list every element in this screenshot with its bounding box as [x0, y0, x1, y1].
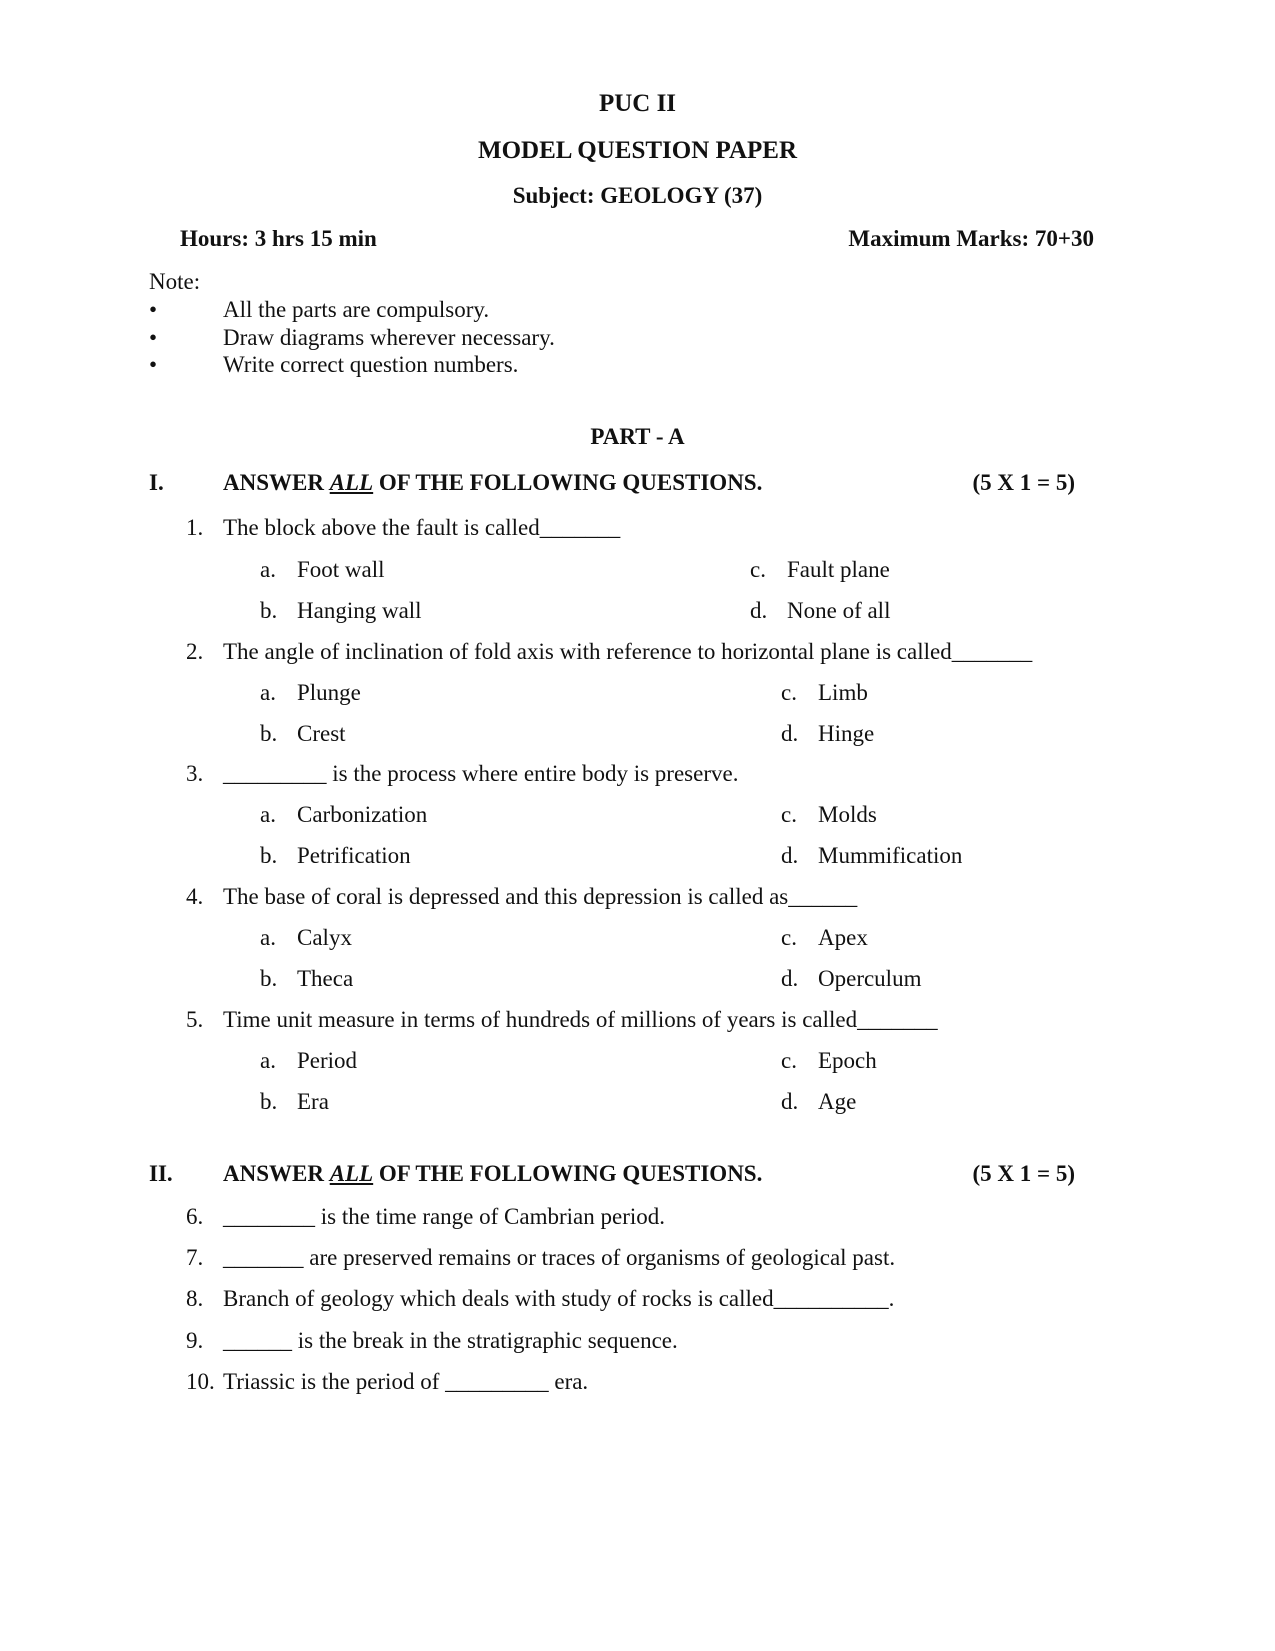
question-number: 3.: [186, 761, 204, 786]
option-text: Plunge: [297, 680, 361, 705]
instruction-emphasis: ALL: [329, 1161, 374, 1186]
question-number: 5.: [186, 1007, 204, 1032]
option-label: d.: [781, 843, 799, 868]
section-2-marks: (5 X 1 = 5): [972, 1161, 1075, 1186]
note-bullet: •: [149, 352, 158, 377]
option-text: Age: [818, 1089, 857, 1114]
question-text: The angle of inclination of fold axis with reference to horizontal plane is called_______: [223, 639, 1033, 664]
option-label: b.: [260, 966, 278, 991]
option-text: Foot wall: [297, 557, 385, 582]
note-bullet: •: [149, 297, 158, 322]
option-label: c.: [781, 925, 797, 950]
note-item: Draw diagrams wherever necessary.: [223, 325, 555, 350]
option-text: None of all: [787, 598, 891, 623]
option-label: c.: [750, 557, 766, 582]
question-number: 6.: [186, 1204, 204, 1229]
question-number: 8.: [186, 1286, 204, 1311]
option-text: Petrification: [297, 843, 411, 868]
instruction-emphasis: ALL: [329, 470, 374, 495]
option-label: c.: [781, 802, 797, 827]
option-text: Hanging wall: [297, 598, 422, 623]
option-text: Fault plane: [787, 557, 890, 582]
question-text: Triassic is the period of _________ era.: [223, 1369, 589, 1394]
option-text: Calyx: [297, 925, 352, 950]
option-label: d.: [781, 966, 799, 991]
question-text: ______ is the break in the stratigraphic sequence.: [223, 1328, 678, 1353]
option-text: Mummification: [818, 843, 963, 868]
option-text: Apex: [818, 925, 868, 950]
subject-line: Subject: GEOLOGY (37): [512, 183, 763, 208]
question-text: Time unit measure in terms of hundreds of millions of years is called_______: [223, 1007, 938, 1032]
option-label: c.: [781, 680, 797, 705]
option-label: a.: [260, 1048, 276, 1073]
instruction-prefix: ANSWER: [223, 1161, 330, 1186]
question-text: ________ is the time range of Cambrian period.: [223, 1204, 666, 1229]
max-marks-label: Maximum Marks: 70+30: [848, 226, 1094, 251]
option-label: d.: [781, 721, 799, 746]
instruction-suffix: OF THE FOLLOWING QUESTIONS.: [373, 470, 763, 495]
question-text: _________ is the process where entire body is preserve.: [223, 761, 739, 786]
option-text: Molds: [818, 802, 877, 827]
option-text: Carbonization: [297, 802, 428, 827]
option-label: b.: [260, 843, 278, 868]
option-text: Operculum: [818, 966, 922, 991]
question-number: 1.: [186, 515, 204, 540]
instruction-prefix: ANSWER: [223, 470, 330, 495]
option-label: d.: [781, 1089, 799, 1114]
option-label: a.: [260, 557, 276, 582]
option-label: b.: [260, 1089, 278, 1114]
section-1-marks: (5 X 1 = 5): [972, 470, 1075, 495]
note-bullet: •: [149, 325, 158, 350]
question-number: 10.: [186, 1369, 215, 1394]
note-item: Write correct question numbers.: [223, 352, 519, 377]
option-text: Crest: [297, 721, 346, 746]
option-text: Theca: [297, 966, 354, 991]
question-number: 7.: [186, 1245, 204, 1270]
option-label: a.: [260, 680, 276, 705]
section-2-instruction: [223, 1162, 762, 1185]
part-a-heading: PART - A: [590, 424, 685, 449]
paper-subtitle: MODEL QUESTION PAPER: [477, 137, 798, 164]
option-text: Hinge: [818, 721, 875, 746]
option-text: Era: [297, 1089, 329, 1114]
question-number: 4.: [186, 884, 204, 909]
note-item: All the parts are compulsory.: [223, 297, 490, 322]
section-1-instruction: [223, 471, 762, 494]
question-text: _______ are preserved remains or traces of organisms of geological past.: [223, 1245, 896, 1270]
option-text: Epoch: [818, 1048, 877, 1073]
note-label: Note:: [149, 269, 201, 294]
option-label: b.: [260, 721, 278, 746]
question-text: The base of coral is depressed and this depression is called as______: [223, 884, 858, 909]
option-label: a.: [260, 802, 276, 827]
option-text: Period: [297, 1048, 358, 1073]
section-1-numeral: I.: [149, 470, 164, 495]
hours-label: Hours: 3 hrs 15 min: [180, 226, 377, 251]
question-number: 2.: [186, 639, 204, 664]
question-text: The block above the fault is called_______: [223, 515, 621, 540]
option-label: b.: [260, 598, 278, 623]
option-label: d.: [750, 598, 768, 623]
option-label: a.: [260, 925, 276, 950]
option-label: c.: [781, 1048, 797, 1073]
option-text: Limb: [818, 680, 868, 705]
instruction-suffix: OF THE FOLLOWING QUESTIONS.: [373, 1161, 763, 1186]
section-2-numeral: II.: [149, 1161, 173, 1186]
paper-title: PUC II: [598, 90, 677, 117]
question-number: 9.: [186, 1328, 204, 1353]
question-text: Branch of geology which deals with study of rocks is called__________.: [223, 1286, 895, 1311]
